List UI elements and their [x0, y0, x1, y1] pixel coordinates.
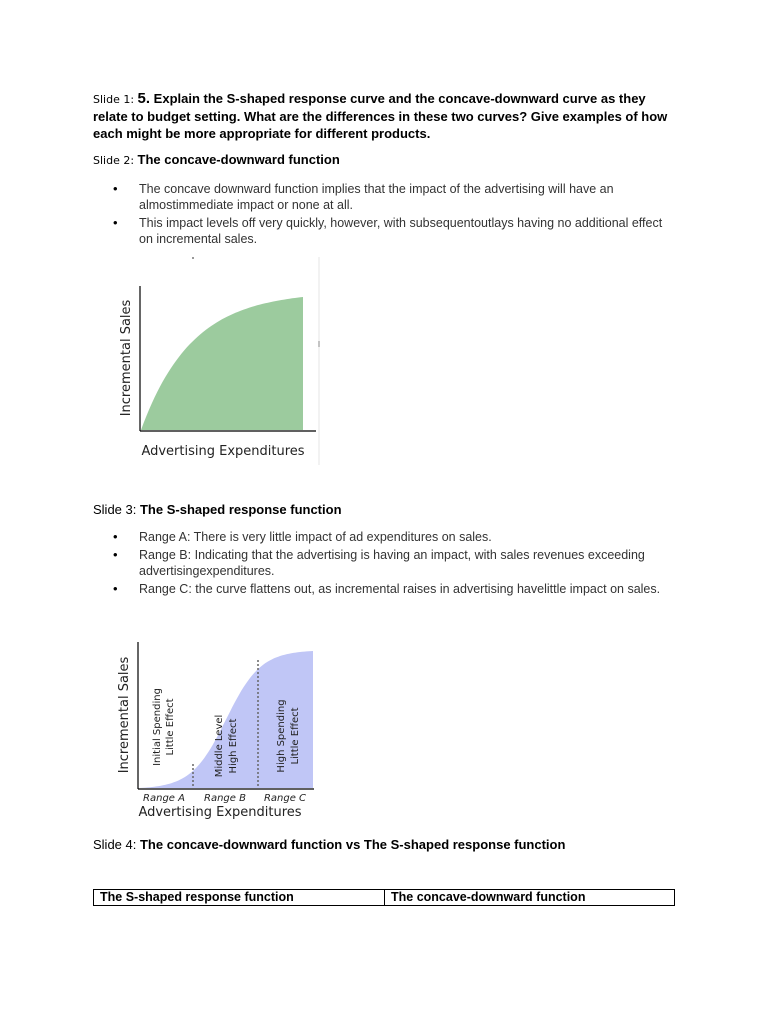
y-axis-label: Incremental Sales	[117, 656, 132, 774]
x-axis-label: Advertising Expenditures	[138, 805, 302, 820]
slide3-bullets	[113, 529, 673, 599]
list-item: • Range A: There is very little impact of ad expenditures on sales.	[113, 529, 673, 545]
slide2-prefix: Slide 2:	[93, 154, 138, 167]
question-text: Explain the S-shaped response curve and the concave-downward curve as they relate to budget setting. What are the differences in these two curves? Give examples of how each might be more appropriate for different products.	[93, 91, 668, 141]
zone-a-line2: Little Effect	[165, 698, 176, 756]
slide4-heading	[93, 837, 565, 852]
slide1-question	[93, 90, 673, 142]
slide2-heading	[93, 152, 340, 167]
zone-a-line1: Initial Spending	[152, 688, 163, 766]
list-item: • Range C: the curve flattens out, as incremental raises in advertising havelittle impact on sales.	[113, 581, 673, 597]
range-c-label: Range C	[263, 793, 307, 804]
comparison-table	[93, 889, 675, 906]
list-item: • The concave downward function implies that the impact of the advertising will have an almostimmediate impact or none at all.	[113, 181, 673, 213]
slide2-bullets	[113, 181, 673, 249]
slide1-prefix: Slide 1:	[93, 93, 138, 106]
question-number: 5.	[137, 90, 151, 107]
range-a-label: Range A	[143, 793, 185, 804]
range-b-label: Range B	[204, 793, 246, 804]
list-item: • This impact levels off very quickly, however, with subsequentoutlays having no additional effect on incremental sales.	[113, 215, 673, 247]
table-header-s-shaped: The S-shaped response function	[94, 890, 385, 905]
table-header-concave: The concave-downward function	[391, 890, 586, 904]
concave-downward-chart	[110, 255, 325, 467]
slide3-heading	[93, 502, 342, 517]
slide3-title: The S-shaped response function	[139, 502, 342, 517]
zone-c-line1: High Spending	[276, 699, 287, 773]
slide4-prefix: Slide 4:	[93, 837, 140, 852]
zone-b-line1: Middle Level	[214, 714, 225, 778]
y-axis-label: Incremental Sales	[119, 299, 134, 417]
zone-b-line2: High Effect	[228, 718, 239, 774]
slide2-title: The concave-downward function	[137, 152, 340, 167]
s-shaped-chart	[110, 638, 320, 823]
slide4-title: The concave-downward function vs The S-shaped response function	[139, 837, 566, 852]
zone-c-line2: Little Effect	[290, 707, 301, 765]
x-axis-label: Advertising Expenditures	[141, 444, 305, 459]
concave-area	[141, 297, 303, 430]
slide3-prefix: Slide 3:	[93, 502, 140, 517]
list-item: • Range B: Indicating that the advertising is having an impact, with sales revenues exceeding advertisingexpenditures.	[113, 547, 673, 579]
